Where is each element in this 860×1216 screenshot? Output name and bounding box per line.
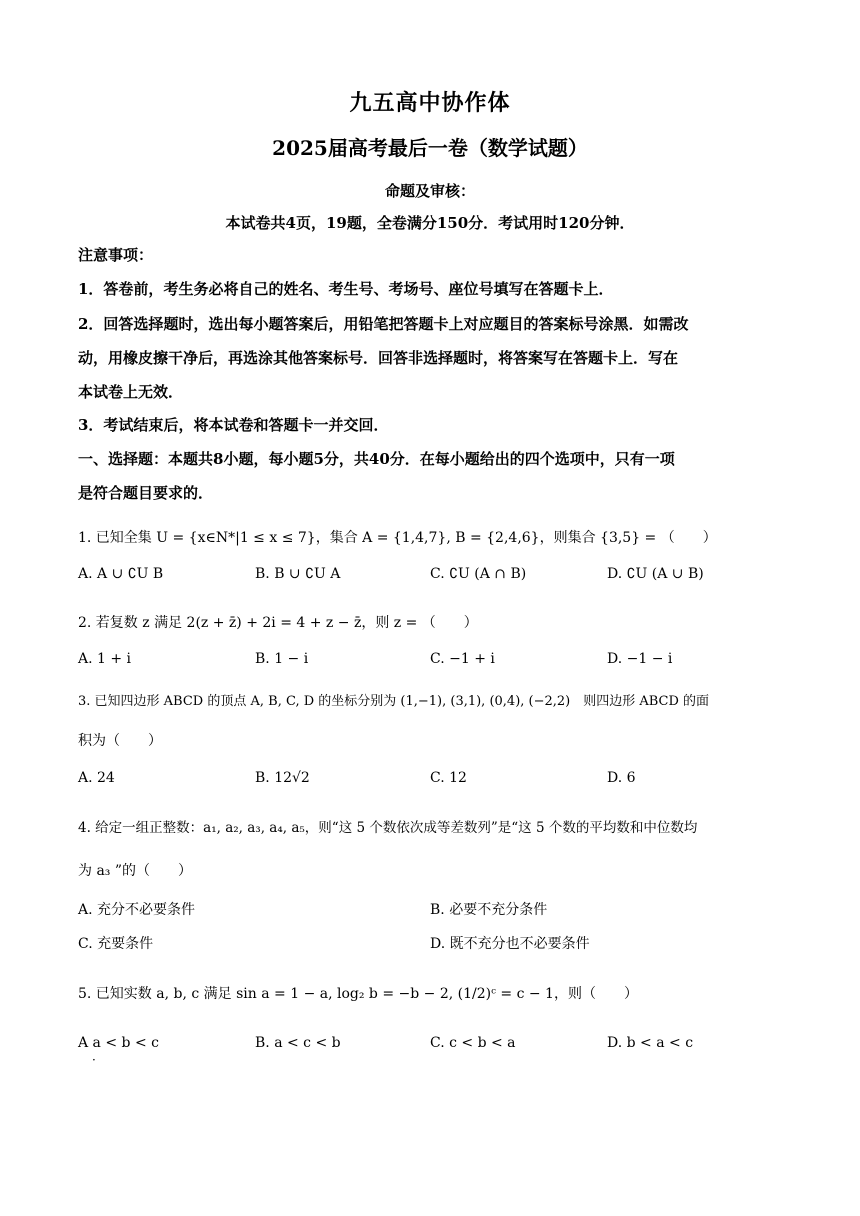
- question-1-option-d: D. ∁U (A ∪ B): [607, 566, 704, 582]
- question-1-option-b: B. B ∪ ∁U A: [255, 566, 341, 582]
- question-4-option-d: D. 既不充分也不必要条件: [430, 936, 590, 952]
- question-1-option-c: C. ∁U (A ∩ B): [430, 566, 527, 582]
- question-5-option-b: B. a < c < b: [255, 1035, 341, 1051]
- question-3-option-c: C. 12: [430, 770, 467, 786]
- question-4-stem-cont: 为 a₃ ”的（ ）: [78, 863, 193, 879]
- question-5-stem: 5. 已知实数 a, b, c 满足 sin a = 1 − a, log₂ b = −b − 2, (1/2)ᶜ = c − 1，则（ ）: [78, 986, 638, 1002]
- notice-item-2: 2．回答选择题时，选出每小题答案后，用铅笔把答题卡上对应题目的答案标号涂黑．如需改: [78, 315, 689, 333]
- question-3-option-d: D. 6: [607, 770, 636, 786]
- exam-title: 九五高中协作体: [349, 90, 511, 116]
- question-1-option-a: A. A ∪ ∁U B: [78, 566, 164, 582]
- notice-item-1: 1．答卷前，考生务必将自己的姓名、考生号、考场号、座位号填写在答题卡上．: [78, 280, 614, 298]
- stray-dot-mark: ·: [92, 1053, 96, 1067]
- exam-info: 本试卷共4页，19题，全卷满分150分．考试用时120分钟．: [225, 214, 635, 232]
- question-5-option-a: A a < b < c: [78, 1035, 159, 1051]
- question-4-stem: 4. 给定一组正整数：a₁, a₂, a₃, a₄, a₅，则“这 5 个数依次成等差数列”是“这 5 个数的平均数和中位数均: [78, 820, 698, 836]
- question-3-stem-cont: 积为（ ）: [78, 733, 162, 749]
- notice-heading: 注意事项：: [78, 246, 154, 264]
- question-2-stem: 2. 若复数 z 满足 2(z + z̄) + 2i = 4 + z − z̄，则 z = （ ）: [78, 615, 478, 631]
- question-4-option-a: A. 充分不必要条件: [78, 902, 196, 918]
- section-heading-line1: 一、选择题：本题共8小题，每小题5分，共40分．在每小题给出的四个选项中，只有一项: [78, 450, 675, 468]
- question-3-option-a: A. 24: [78, 770, 115, 786]
- author-line: 命题及审核：: [384, 182, 475, 200]
- question-5-option-d: D. b < a < c: [607, 1035, 694, 1051]
- question-3-stem: 3. 已知四边形 ABCD 的顶点 A, B, C, D 的坐标分别为 (1,−1), (3,1), (0,4), (−2,2) 则四边形 ABCD 的面: [78, 694, 710, 709]
- exam-subtitle: 2025届高考最后一卷（数学试题）: [272, 136, 588, 160]
- section-heading-line2: 是符合题目要求的．: [78, 484, 214, 502]
- notice-item-2-cont: 动，用橡皮擦干净后，再选涂其他答案标号．回答非选择题时，将答案写在答题卡上．写在: [78, 349, 679, 367]
- question-4-option-b: B. 必要不充分条件: [430, 902, 548, 918]
- question-3-option-b: B. 12√2: [255, 770, 310, 786]
- notice-item-2-end: 本试卷上无效．: [78, 383, 184, 401]
- question-2-option-c: C. −1 + i: [430, 651, 495, 667]
- question-5-option-c: C. c < b < a: [430, 1035, 516, 1051]
- notice-item-3: 3．考试结束后，将本试卷和答题卡一并交回．: [78, 416, 389, 434]
- question-2-option-d: D. −1 − i: [607, 651, 673, 667]
- question-2-option-b: B. 1 − i: [255, 651, 309, 667]
- question-2-option-a: A. 1 + i: [78, 651, 132, 667]
- question-4-option-c: C. 充要条件: [78, 936, 154, 952]
- question-1-stem: 1. 已知全集 U = {x∈N*|1 ≤ x ≤ 7}，集合 A = {1,4,7}, B = {2,4,6}，则集合 {3,5} = （ ）: [78, 530, 717, 546]
